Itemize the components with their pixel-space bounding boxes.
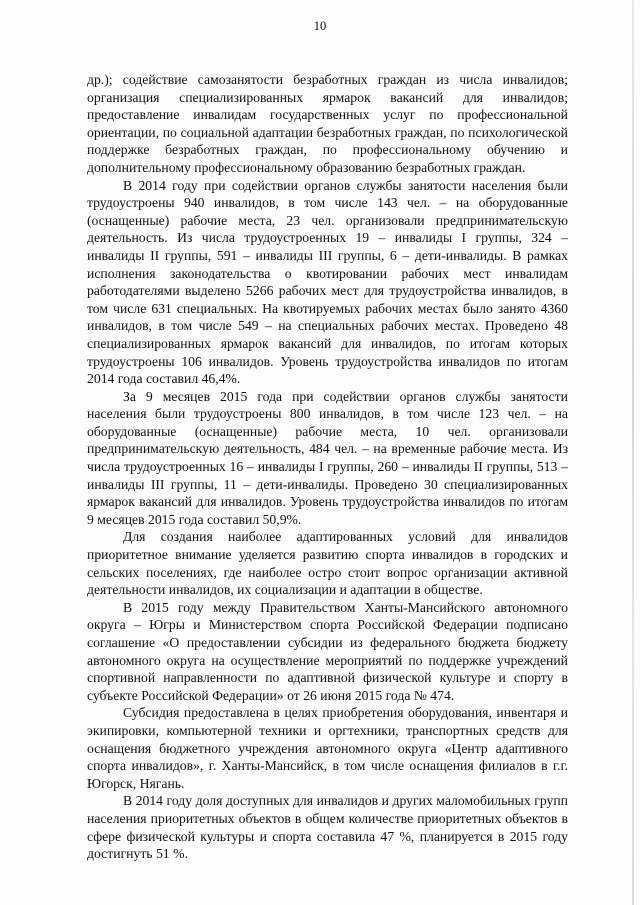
paragraph-accessibility-share: В 2014 году доля доступных для инвалидов и других маломобильных групп населения приоритетных объектов в общем количестве приоритетных объектов в сфере физической культуры и спорта составила 47 %, планируется в 2015 году достигнуть 51 %. [87,793,568,862]
paragraph-employment-9-months-2015: За 9 месяцев 2015 года при содействии органов службы занятости населения были трудоустроены 800 инвалидов, в том числе 123 чел. – на оборудованные (оснащенные) рабочие места, 10 чел. организовали предпринимательскую деятельность, 484 чел. – на временные рабочие места. Из числа трудоустроенных 16 – инвалиды I группы, 260 – инвалиды II группы, 513 – инвалиды III группы, 11 – дети-инвалиды. Проведено 30 специализированных ярмарок вакансий для инвалидов. Уровень трудоустройства инвалидов по итогам 9 месяцев 2015 года составил 50,9%. [87,388,568,527]
document-body [87,71,568,863]
paragraph-adaptive-sport: Для создания наиболее адаптированных условий для инвалидов приоритетное внимание уделяется развитию спорта инвалидов в городских и сельских поселениях, где наиболее остро стоит вопрос организации активной деятельности инвалидов, их социализации и адаптации в обществе. [87,529,568,598]
page-number: 10 [313,19,327,33]
scan-edge-shadow [632,0,634,905]
paragraph-subsidy-purpose: Субсидия предоставлена в целях приобретения оборудования, инвентаря и экипировки, компьютерной техники и оргтехники, транспортных средств для оснащения бюджетного учреждения автономного округа «Центр адаптивного спорта инвалидов», г. Ханты-Мансийск, в том числе оснащения филиалов в г.г. Югорск, Нягань. [87,705,568,791]
paragraph-continued: др.); содействие самозанятости безработных граждан из числа инвалидов; организация специализированных ярмарок вакансий для инвалидов; предоставление инвалидам государственных услуг по профессиональной ориентации, по социальной адаптации безработных граждан, по психологической поддержке безработных граждан, по профессиональному обучению и дополнительному профессиональному образованию безработных граждан. [87,72,568,175]
paragraph-employment-2014: В 2014 году при содействии органов службы занятости населения были трудоустроены 940 инвалидов, в том числе 143 чел. – на оборудованные (оснащенные) рабочие места, 23 чел. организовали предпринимательскую деятельность. Из числа трудоустроенных 19 – инвалиды I группы, 324 – инвалиды II группы, 591 – инвалиды III группы, 6 – дети-инвалиды. В рамках исполнения законодательства о квотировании рабочих мест инвалидам работодателями выделено 5266 рабочих мест для трудоустройства инвалидов, в том числе 631 специальных. На квотируемых рабочих местах было занято 4360 инвалидов, в том числе 549 – на специальных рабочих местах. Проведено 48 специализированных ярмарок вакансий для инвалидов, по итогам которых трудоустроены 106 инвалидов. Уровень трудоустройства инвалидов по итогам 2014 года составил 46,4%. [87,177,568,387]
paragraph-subsidy-agreement: В 2015 году между Правительством Ханты-Мансийского автономного округа – Югры и Министерством спорта Российской Федерации подписано соглашение «О предоставлении субсидии из федерального бюджета бюджету автономного округа на осуществление мероприятий по поддержке учреждений спортивной направленности по адаптивной физической культуре и спорту в субъекте Российской Федерации» от 26 июня 2015 года № 474. [87,599,568,703]
